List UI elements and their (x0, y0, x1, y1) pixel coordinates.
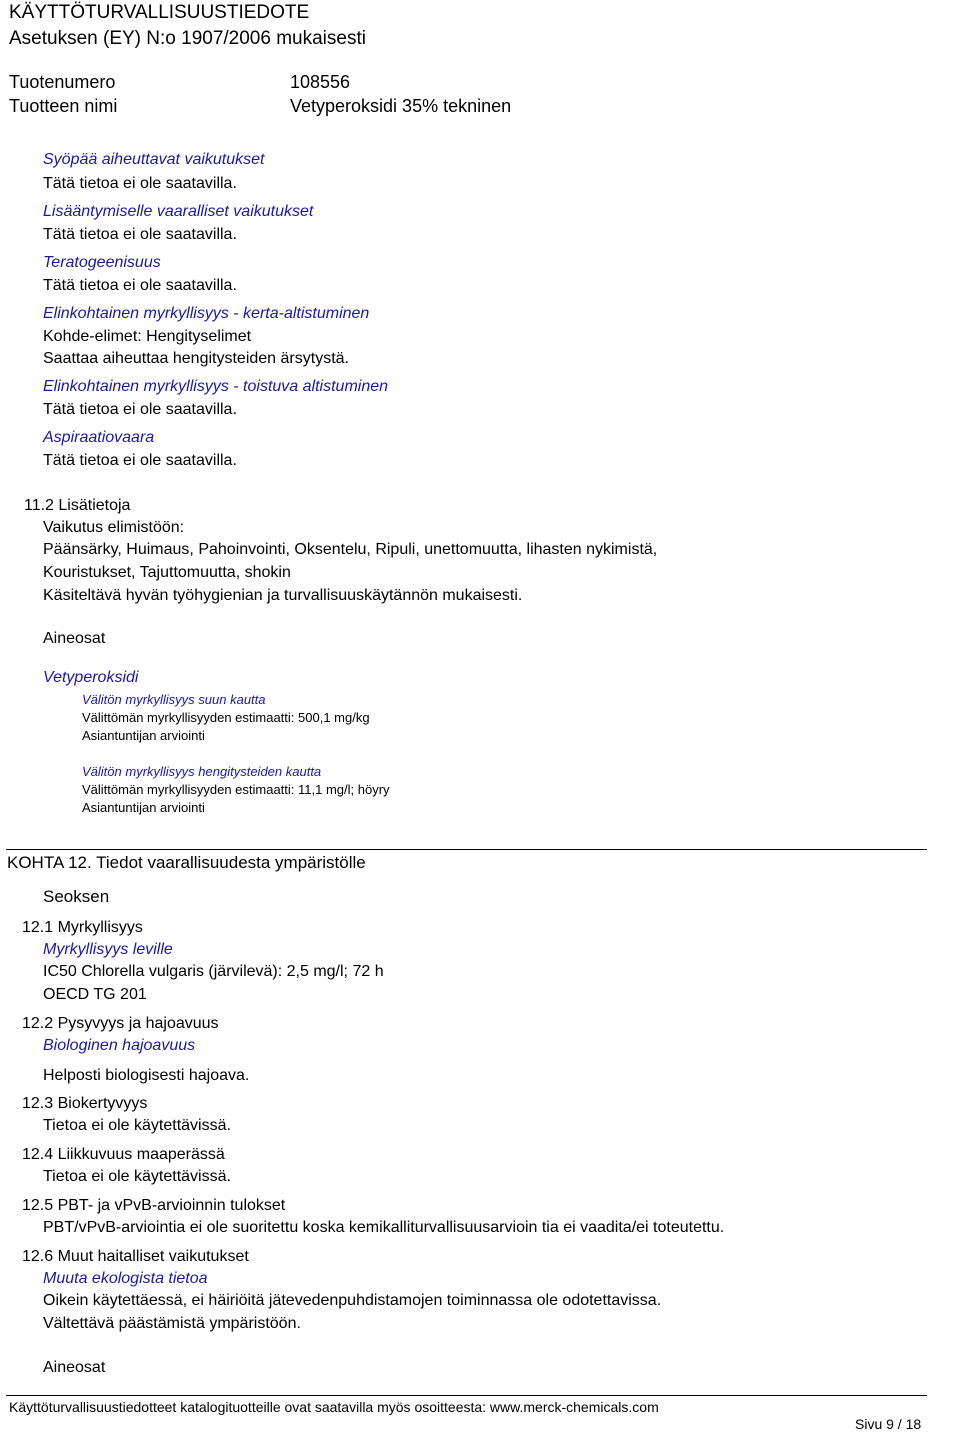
product-name-label: Tuotteen nimi (9, 96, 118, 116)
page-number: Sivu 9 / 18 (855, 1416, 922, 1432)
section-divider (6, 849, 927, 850)
effects-label: Vaikutus elimistöön: (43, 519, 185, 536)
tox-text: Tätä tietoa ei ole saatavilla. (43, 226, 237, 243)
subsection-12-1-title: 12.1 Myrkyllisyys (22, 919, 143, 936)
ingredients-label: Aineosat (43, 630, 106, 647)
tox-text: Kohde-elimet: Hengityselimet (43, 328, 252, 345)
product-number-value: 108556 (290, 72, 351, 92)
mobility-text: Tietoa ei ole käytettävissä. (43, 1168, 231, 1185)
section-11-2-title: 11.2 Lisätietoja (24, 497, 131, 514)
tox-text: Tätä tietoa ei ole saatavilla. (43, 401, 237, 418)
tox-text: Tätä tietoa ei ole saatavilla. (43, 175, 237, 192)
tox-heading-teratogenicity: Teratogeenisuus (43, 254, 161, 271)
tox-heading-stot-repeated: Elinkohtainen myrkyllisyys - toistuva altistuminen (43, 378, 389, 395)
footer-note: Käyttöturvallisuustiedotteet katalogituotteille ovat saatavilla myös osoitteesta: www.merck-chemicals.com (9, 1399, 659, 1415)
tox-heading-aspiration: Aspiraatiovaara (43, 429, 155, 446)
tox-heading-stot-single: Elinkohtainen myrkyllisyys - kerta-altistuminen (43, 305, 370, 322)
ingredients-label-12: Aineosat (43, 1359, 106, 1376)
subsection-12-4-title: 12.4 Liikkuvuus maaperässä (22, 1146, 225, 1163)
effects-text: Kouristukset, Tajuttomuutta, shokin (43, 564, 291, 581)
subsection-12-6-subtitle: Muuta ekologista tietoa (43, 1270, 208, 1287)
subsection-12-5-title: 12.5 PBT- ja vPvB-arvioinnin tulokset (22, 1197, 286, 1214)
oral-toxicity-estimate: Välittömän myrkyllisyyden estimaatti: 500,1 mg/kg (82, 710, 370, 725)
tox-text: Tätä tietoa ei ole saatavilla. (43, 452, 237, 469)
regulation-line: Asetuksen (EY) N:o 1907/2006 mukaisesti (9, 28, 366, 49)
effects-text: Päänsärky, Huimaus, Pahoinvointi, Oksentelu, Ripuli, unettomuutta, lihasten nykimistä, (43, 541, 658, 558)
oral-toxicity-heading: Välitön myrkyllisyys suun kautta (82, 692, 266, 707)
footer-divider (6, 1395, 927, 1396)
inhalation-toxicity-estimate: Välittömän myrkyllisyyden estimaatti: 11,1 mg/l; höyry (82, 782, 390, 797)
mixture-label: Seoksen (43, 887, 110, 906)
product-name-value: Vetyperoksidi 35% tekninen (290, 96, 512, 116)
subsection-12-1-subtitle: Myrkyllisyys leville (43, 941, 173, 958)
subsection-12-3-title: 12.3 Biokertyvyys (22, 1095, 148, 1112)
document-title: KÄYTTÖTURVALLISUUSTIEDOTE (9, 2, 310, 23)
substance-name: Vetyperoksidi (43, 669, 139, 686)
subsection-12-2-title: 12.2 Pysyvyys ja hajoavuus (22, 1015, 219, 1032)
inhalation-toxicity-heading: Välitön myrkyllisyys hengitysteiden kautta (82, 764, 322, 779)
section-12-title: KOHTA 12. Tiedot vaarallisuudesta ympäristölle (7, 853, 366, 872)
oral-toxicity-source: Asiantuntijan arviointi (82, 728, 205, 743)
biodegradability-text: Helposti biologisesti hajoava. (43, 1067, 250, 1084)
pbt-text: PBT/vPvB-arviointia ei ole suoritettu koska kemikalliturvallisuusarvioin tia ei vaadita/ei toteutettu. (43, 1219, 725, 1236)
subsection-12-2-subtitle: Biologinen hajoavuus (43, 1037, 196, 1054)
tox-text: Saattaa aiheuttaa hengitysteiden ärsytystä. (43, 350, 349, 367)
eco-info-text: Vältettävä päästämistä ympäristöön. (43, 1315, 301, 1332)
tox-heading-carcinogenicity: Syöpää aiheuttavat vaikutukset (43, 151, 265, 168)
oecd-text: OECD TG 201 (43, 986, 147, 1003)
bioaccumulation-text: Tietoa ei ole käytettävissä. (43, 1117, 231, 1134)
subsection-12-6-title: 12.6 Muut haitalliset vaikutukset (22, 1248, 249, 1265)
inhalation-toxicity-source: Asiantuntijan arviointi (82, 800, 205, 815)
handling-text: Käsiteltävä hyvän työhygienian ja turvallisuuskäytännön mukaisesti. (43, 587, 523, 604)
product-number-label: Tuotenumero (9, 72, 116, 92)
eco-info-text: Oikein käytettäessä, ei häiriöitä jätevedenpuhdistamojen toiminnassa ole odotettavissa. (43, 1292, 662, 1309)
tox-heading-reproductive: Lisääntymiselle vaaralliset vaikutukset (43, 203, 314, 220)
ic50-text: IC50 Chlorella vulgaris (järvilevä): 2,5 mg/l; 72 h (43, 963, 384, 980)
tox-text: Tätä tietoa ei ole saatavilla. (43, 277, 237, 294)
